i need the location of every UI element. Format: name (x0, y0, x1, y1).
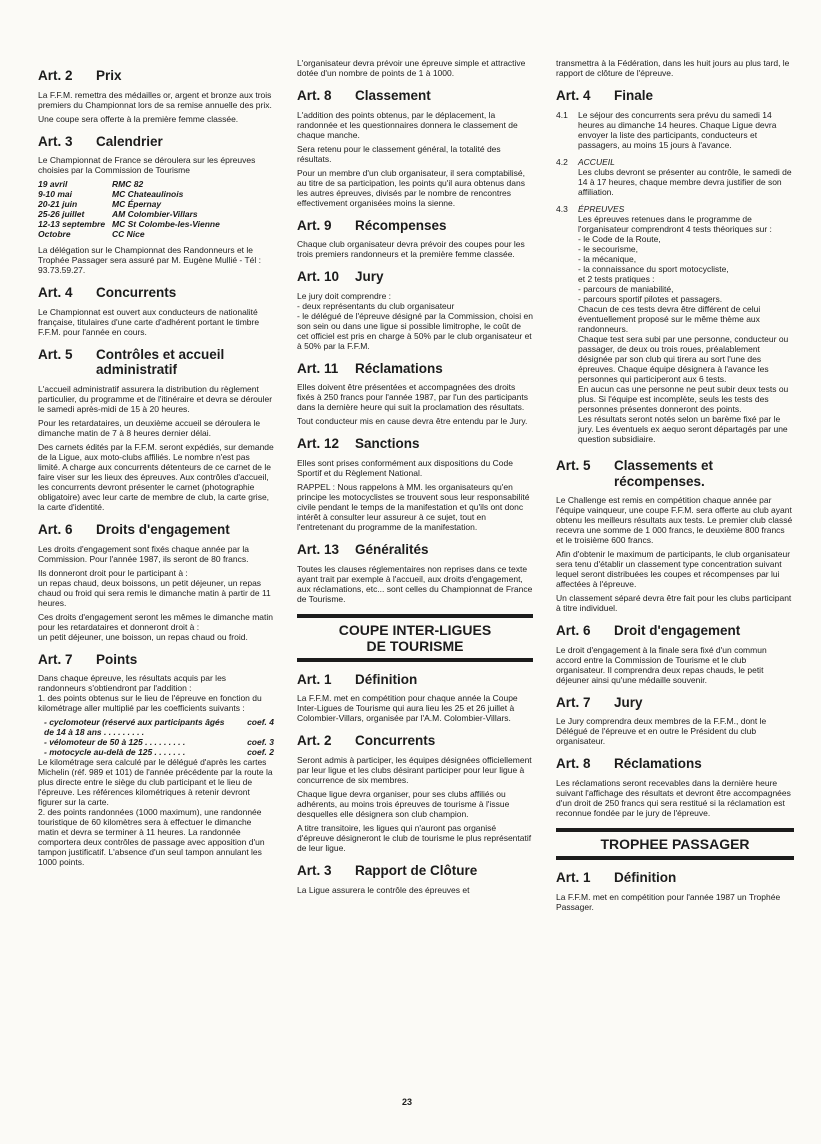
article-number: Art. 3 (297, 863, 332, 879)
paragraph: L'addition des points obtenus, par le déplacement, la randonnée et les questionnaires donnera le classement de chaque manche. (297, 109, 518, 140)
article-title: Sanctions (355, 436, 420, 452)
subsection-number: 4.3 (556, 203, 568, 214)
paragraph: Les épreuves retenues dans le programme de l'organisateur comprendront 4 tests théoriques sur : - le Code de la Route, - le secourisme, - la mécanique, - la connaissance du sport motocycliste, et 2 tests pratiques : - parcours de maniabilité, - parcours sportif pilotes et passagers. Chacun de ces tests devra être différent de celui éventuellement proposé sur le même thème aux randonneurs. Chaque test sera subi par une personne, conducteur ou passager, de deux ou trois roues, préalablement désignée par son club qui tirera au sort l'une des épreuves. Chaque équipe désignera à l'avance les personnes qui participeront aux 6 tests. En aucun cas une personne ne peut subir deux tests ou plus. Si l'équipe est incomplète, seuls les tests des personnes présentes donneront des points. Les résultats seront notés selon un barème fixé par le jury. Les éventuels ex aequo seront départagés par une question subsidiaire. (578, 213, 789, 445)
coefficient-label: - motocycle au-delà de 125 . . . . . . . (44, 747, 186, 758)
calendar-club: CC Nice (112, 229, 145, 240)
paragraph: Le droit d'engagement à la finale sera fixé d'un commun accord entre la Commission de Tourisme et le club organisateur. Il comprendra deux repas chauds, le petit déjeuner ainsi qu'une médaille souvenir. (556, 644, 767, 685)
subsection-body (578, 204, 794, 448)
coefficient-label: - vélomoteur de 50 à 125 . . . . . . . . . (44, 737, 186, 748)
article-title: Jury (355, 269, 384, 285)
article-number: Art. 2 (38, 68, 73, 83)
article-heading (297, 218, 533, 234)
article-title: Points (96, 651, 138, 667)
article-number: Art. 5 (556, 458, 591, 474)
article-title: Jury (614, 694, 643, 710)
subsection (556, 204, 794, 448)
article-number: Art. 4 (38, 285, 73, 301)
article-heading (38, 522, 274, 538)
article-title: Récompenses (355, 217, 447, 233)
article-heading (38, 134, 274, 150)
article-heading (38, 68, 274, 84)
section-heading: COUPE INTER-LIGUES DE TOURISME (297, 614, 533, 662)
subsection (556, 110, 794, 154)
paragraph: Une coupe sera offerte à la première femme classée. (38, 113, 239, 124)
article-number: Art. 6 (556, 623, 591, 639)
article-number: Art. 6 (38, 522, 73, 538)
paragraph: L'accueil administratif assurera la distribution du règlement particulier, du programme et de l'itinéraire et devra se dérouler le samedi après-midi de 15 à 20 heures. (38, 383, 273, 414)
article-number: Art. 7 (38, 651, 73, 667)
article-number: Art. 8 (556, 756, 591, 772)
article-heading (297, 88, 533, 104)
article-title: Calendrier (96, 133, 163, 149)
paragraph: Le kilométrage sera calculé par le délégué d'après les cartes Michelin (réf. 989 et 101) de l'année précédente par la route la plus directe entre le siège du club participant et le lieu de l'épreuve. Les références kilométriques à retenir devront figurer sur la carte. 2. des points randonnées (1000 maximum), une randonnée touristique de 60 kilomètres sera à effectuer le dimanche matin et devra se terminer à 11 heures. La randonnée comportera deux contrôles de passage avec apposition d'un tampon justificatif. L'absence d'un seul tampon annulant les 1000 points. (38, 757, 273, 868)
paragraph: Seront admis à participer, les équipes désignées officiellement par leur ligue et les clubs désirant participer pour leur ligue à concurrence de six membres. (297, 754, 532, 785)
calendar-club: RMC 82 (112, 179, 144, 190)
paragraph: Sera retenu pour le classement général, la totalité des résultats. (297, 143, 501, 164)
article-title: Droit d'engagement (614, 623, 741, 639)
coefficient-value: coef. 3 (247, 737, 274, 748)
paragraph: Ils donneront droit pour le participant à : un repas chaud, deux boissons, un petit déjeuner, un repas chaud ou froid qui sera remis le dimanche matin à partir de 11 heures. (38, 567, 271, 608)
paragraph: Pour un membre d'un club organisateur, il sera comptabilisé, au titre de sa participation, les points qu'il aura obtenus dans les autres épreuves, divisés par le nombre de rencontres effectivement organisées moins la sienne. (297, 167, 525, 208)
coefficient-label: - cyclomoteur (réservé aux participants âgés de 14 à 18 ans . . . . . . . . . (44, 717, 225, 738)
article-title: Classements et récompenses. (614, 458, 714, 489)
paragraph: La délégation sur le Championnat des Randonneurs et le Trophée Passager sera assuré par M. Eugène Mullié - Tél : 93.73.59.27. (38, 245, 261, 276)
paragraph: A titre transitoire, les ligues qui n'auront pas organisé d'épreuve désigneront le club de tourisme le plus représentatif de leur ligue. (297, 822, 532, 854)
article-number: Art. 12 (297, 436, 340, 452)
paragraph: Les droits d'engagement sont fixés chaque année par la Commission. Pour l'année 1987, ils seront de 80 francs. (38, 543, 249, 564)
subsection-heading: ACCUEIL (578, 156, 615, 167)
article-title: Rapport de Clôture (355, 863, 478, 879)
paragraph: Le Championnat est ouvert aux conducteurs de nationalité française, titulaires d'une carte d'adhérent portant le timbre F.F.M. pour l'année en cours. (38, 306, 260, 337)
coefficient-row (38, 737, 274, 747)
calendar-club: MC Épernay (112, 199, 162, 210)
article-number: Art. 1 (297, 671, 332, 687)
article-number: Art. 1 (556, 870, 591, 886)
paragraph: Des carnets édités par la F.F.M. seront expédiés, sur demande de la Ligue, aux moto-clubs affiliés. Le nombre n'est pas limité. A charge aux concurrents détenteurs de ce carnet de le faire viser sur les lieux des épreuves. Aux contrôles d'accueil, les concurrents devront présenter le carnet (photographie obligatoire) avec leur carte de membre de club, la carte grise, la carte d'identité. (38, 441, 274, 513)
calendar-date: 20-21 juin (38, 199, 78, 210)
paragraph: Un classement séparé devra être fait pour les clubs participant à titre individuel. (556, 593, 792, 614)
section-heading: TROPHEE PASSAGER (556, 828, 794, 860)
article-number: Art. 4 (556, 88, 591, 104)
article-title: Définition (355, 671, 418, 687)
article-number: Art. 9 (297, 217, 332, 233)
coefficient-value: coef. 4 (247, 717, 274, 728)
paragraph: Chaque ligue devra organiser, pour ses clubs affiliés ou adhérents, au moins trois épreuves de tourisme à l'issue desquelles elle désignera son club champion. (297, 788, 510, 819)
subsection-heading: ÉPREUVES (578, 203, 625, 214)
paragraph: Chaque club organisateur devra prévoir des coupes pour les trois premiers randonneurs et la première femme classée. (297, 239, 525, 260)
article-title: Classement (355, 88, 431, 104)
calendar-club: MC Chateaulinois (112, 189, 184, 200)
article-title: Droits d'engagement (96, 522, 230, 538)
calendar-date: 12-13 septembre (38, 219, 106, 230)
paragraph: Le jury doit comprendre : - deux représentants du club organisateur - le délégué de l'épreuve désigné par la Commission, choisi en son sein ou dans une ligue si possible limitrophe, le coût de cet officiel est pris en charge à 50% par le club organisateur et à 50% par la F.F.M. (297, 290, 533, 351)
calendar-date: 9-10 mai (38, 189, 73, 200)
paragraph: Le Challenge est remis en compétition chaque année par l'équipe vainqueur, une coupe F.F.M. sera offerte au club ayant obtenu les meilleurs résultats aux tests. Le premier club classé recevra une somme de 1 000 francs, le deuxième 800 francs et le troisième 600 francs. (556, 495, 793, 546)
article-number: Art. 13 (297, 542, 340, 558)
article-title: Généralités (355, 542, 429, 558)
coefficient-row (38, 717, 274, 737)
article-title: Concurrents (96, 285, 177, 301)
calendar-club: MC St Colombe-les-Vienne (112, 219, 220, 230)
article-heading (297, 269, 533, 285)
article-heading (297, 733, 533, 749)
article-heading (556, 458, 794, 489)
calendar-list (38, 179, 274, 239)
article-heading (556, 623, 794, 639)
article-number: Art. 2 (297, 733, 332, 749)
article-number: Art. 10 (297, 269, 340, 285)
subsection (556, 157, 794, 201)
article-heading (297, 863, 533, 879)
paragraph: Toutes les clauses réglementaires non reprises dans ce texte ayant trait par exemple à l'accueil, aux droits d'engagement, aux réclamations, etc... sont celles du Championnat de France de Tourisme. (297, 563, 533, 604)
paragraph: RAPPEL : Nous rappelons à MM. les organisateurs qu'en principe les motocyclistes se trouvent sous leur responsabilité civile pendant le temps de la manifestation et qu'ils ont donc intérêt à consulter leur assureur à ce sujet, tout en l'entretenant du programme de la manifestation. (297, 481, 530, 533)
article-heading (297, 672, 533, 688)
article-title: Finale (614, 88, 654, 104)
article-number: Art. 11 (297, 360, 339, 376)
calendar-date: 19 avril (38, 179, 68, 190)
article-heading (556, 88, 794, 104)
column-right (556, 58, 794, 916)
article-heading (38, 285, 274, 301)
paragraph: Dans chaque épreuve, les résultats acquis par les randonneurs s'obtiendront par l'addition : 1. des points obtenus sur le lieu de l'épreuve en fonction du kilométrage aller multiplié par les coefficients suivants : (38, 673, 262, 714)
article-title: Contrôles et accueil administratif (96, 346, 225, 378)
article-heading (556, 695, 794, 711)
article-title: Réclamations (355, 360, 443, 376)
article-heading (297, 542, 533, 558)
column-middle (297, 58, 533, 899)
page-number: 23 (402, 1097, 413, 1107)
article-heading (297, 436, 533, 452)
article-title: Définition (614, 870, 677, 886)
subsection-number: 4.1 (556, 109, 568, 120)
subsection-number: 4.2 (556, 156, 568, 167)
article-heading (38, 347, 274, 378)
article-number: Art. 8 (297, 88, 332, 104)
calendar-club: AM Colombier-Villars (112, 209, 198, 220)
paragraph: Ces droits d'engagement seront les mêmes le dimanche matin pour les retardataires et donneront droit à : un petit déjeuner, une boisson, un repas chaud ou froid. (38, 611, 274, 642)
article-heading (297, 361, 533, 377)
article-heading (556, 870, 794, 886)
paragraph: Le séjour des concurrents sera prévu du samedi 14 heures au dimanche 14 heures. Chaque Ligue devra envoyer la liste des participants, conducteurs et passagers, au moins 15 jours à l'avance. (578, 109, 777, 150)
coefficient-row (38, 747, 274, 757)
paragraph: Pour les retardataires, un deuxième accueil se déroulera le dimanche matin de 7 à 8 heures dernier délai. (38, 417, 261, 438)
article-title: Prix (96, 68, 122, 83)
paragraph: La F.F.M. met en compétition pour l'année 1987 un Trophée Passager. (556, 891, 781, 912)
paragraph: La F.F.M. remettra des médailles or, argent et bronze aux trois premiers du Championnat lors de sa remise annuelle des prix. (38, 89, 272, 110)
paragraph: La F.F.M. met en compétition pour chaque année la Coupe Inter-Ligues de Tourisme qui aura lieu les 25 et 26 juillet à Colombier-Villars, organisée par l'A.M. Colombier-Villars. (297, 693, 518, 724)
column-left (38, 58, 274, 872)
article-number: Art. 7 (556, 694, 591, 710)
paragraph: Les réclamations seront recevables dans la dernière heure suivant l'affichage des résultats et devront être accompagnées d'un droit de 250 francs qui sera restitué si la réclamation est reconnue fondée par le jury de l'épreuve. (556, 777, 791, 818)
paragraph: La Ligue assurera le contrôle des épreuves et (297, 884, 470, 895)
paragraph: transmettra à la Fédération, dans les huit jours au plus tard, le rapport de clôture de l'épreuve. (556, 58, 790, 79)
article-title: Concurrents (355, 733, 436, 749)
paragraph: Le Championnat de France se déroulera sur les épreuves choisies par la Commission de Tourisme (38, 155, 256, 176)
paragraph: Elles doivent être présentées et accompagnées des droits fixés à 250 francs pour l'année 1987, par l'un des participants dans la dernière heure qui suit la proclamation des résultats. (297, 382, 529, 413)
article-number: Art. 3 (38, 133, 73, 149)
article-heading (38, 652, 274, 668)
paragraph: Tout conducteur mis en cause devra être entendu par le Jury. (297, 416, 528, 427)
article-number: Art. 5 (38, 346, 73, 362)
paragraph: L'organisateur devra prévoir une épreuve simple et attractive dotée d'un nombre de points de 1 à 1000. (297, 58, 526, 79)
calendar-date: 25-26 juillet (38, 209, 85, 220)
paragraph: Afin d'obtenir le maximum de participants, le club organisateur sera tenu d'établir un classement type concentration suivant lequel seront distribuées les coupes et récompenses par lui affectées à l'épreuve. (556, 549, 791, 590)
calendar-date: Octobre (38, 229, 71, 240)
coefficient-value: coef. 2 (247, 747, 274, 758)
subsection-body (578, 110, 794, 154)
subsection-body (578, 157, 794, 201)
paragraph: Le Jury comprendra deux membres de la F.F.M., dont le Délégué de l'épreuve et en outre le Président du club organisateur. (556, 716, 767, 747)
paragraph: Elles sont prises conformément aux dispositions du Code Sportif et du Règlement National. (297, 457, 513, 478)
article-heading (556, 756, 794, 772)
paragraph: Les clubs devront se présenter au contrôle, le samedi de 14 à 17 heures, chaque membre devra justifier de son affiliation. (578, 166, 792, 197)
article-title: Réclamations (614, 756, 702, 772)
